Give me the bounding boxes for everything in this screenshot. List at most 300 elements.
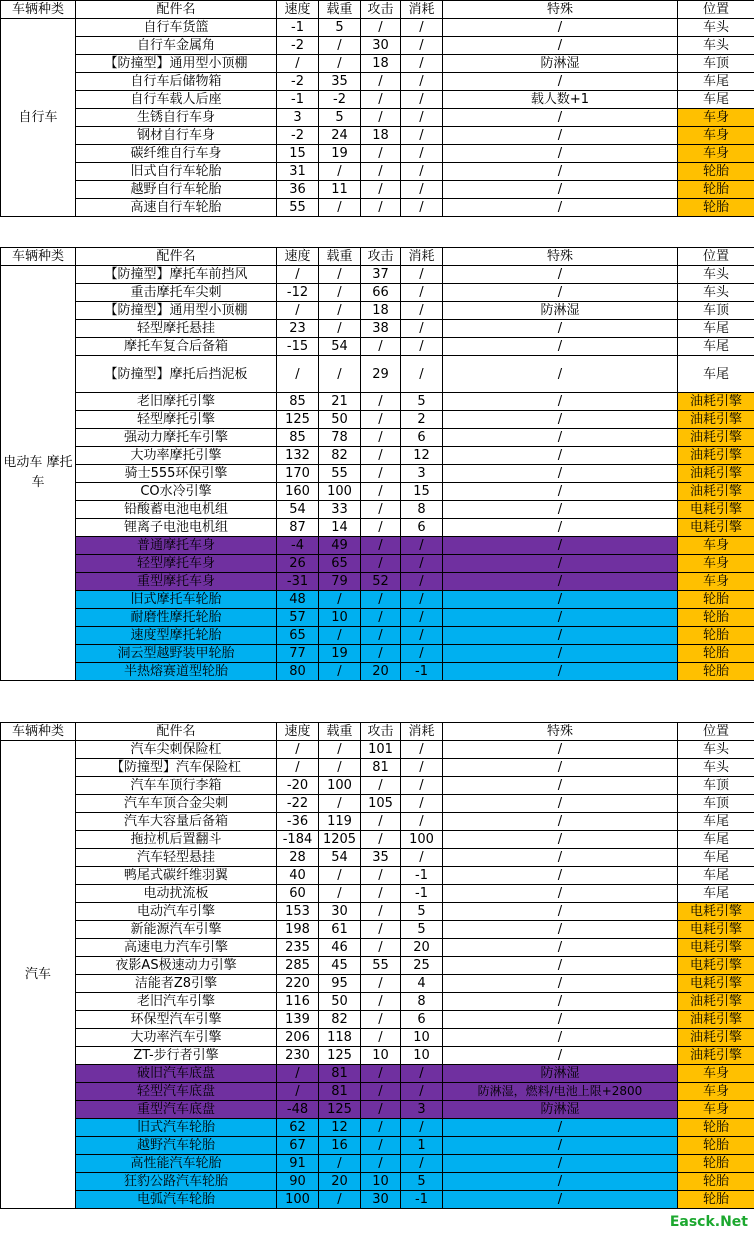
load-cell: / bbox=[319, 55, 361, 73]
load-cell: / bbox=[319, 356, 361, 393]
load-cell: 95 bbox=[319, 975, 361, 993]
cost-cell: / bbox=[401, 320, 443, 338]
table-row bbox=[1, 645, 754, 663]
cost-cell: / bbox=[401, 555, 443, 573]
position-cell: 车头 bbox=[678, 19, 754, 37]
position-cell: 车顶 bbox=[678, 302, 754, 320]
special-cell: / bbox=[443, 199, 678, 217]
speed-cell: 48 bbox=[277, 591, 319, 609]
load-cell: / bbox=[319, 867, 361, 885]
cost-cell: / bbox=[401, 181, 443, 199]
special-cell: / bbox=[443, 591, 678, 609]
position-cell: 油耗引擎 bbox=[678, 1029, 754, 1047]
part-name-cell: 老旧摩托引擎 bbox=[76, 393, 277, 411]
attack-cell: 101 bbox=[361, 741, 401, 759]
speed-cell: -2 bbox=[277, 37, 319, 55]
cost-cell: 1 bbox=[401, 1137, 443, 1155]
special-cell: / bbox=[443, 483, 678, 501]
attack-cell: 18 bbox=[361, 302, 401, 320]
table-row bbox=[1, 537, 754, 555]
cost-cell: -1 bbox=[401, 885, 443, 903]
table-row bbox=[1, 1137, 754, 1155]
table-row bbox=[1, 591, 754, 609]
table-row bbox=[1, 127, 754, 145]
table-row bbox=[1, 627, 754, 645]
part-name-cell: 重型摩托车身 bbox=[76, 573, 277, 591]
special-cell: / bbox=[443, 356, 678, 393]
special-cell: / bbox=[443, 777, 678, 795]
cost-cell: / bbox=[401, 91, 443, 109]
attack-cell: / bbox=[361, 1101, 401, 1119]
position-cell: 轮胎 bbox=[678, 199, 754, 217]
table-row bbox=[1, 109, 754, 127]
special-cell: 防淋湿 bbox=[443, 1101, 678, 1119]
speed-cell: 170 bbox=[277, 465, 319, 483]
part-name-cell: 普通摩托车身 bbox=[76, 537, 277, 555]
table-row bbox=[1, 145, 754, 163]
table-row bbox=[1, 302, 754, 320]
position-cell: 轮胎 bbox=[678, 627, 754, 645]
attack-cell: / bbox=[361, 1065, 401, 1083]
special-cell: / bbox=[443, 109, 678, 127]
speed-cell: 206 bbox=[277, 1029, 319, 1047]
special-cell: / bbox=[443, 645, 678, 663]
cost-cell: -1 bbox=[401, 1191, 443, 1209]
position-cell: 轮胎 bbox=[678, 181, 754, 199]
cost-cell: / bbox=[401, 1155, 443, 1173]
position-cell: 车尾 bbox=[678, 867, 754, 885]
table-row bbox=[1, 429, 754, 447]
speed-cell: 132 bbox=[277, 447, 319, 465]
cost-cell: / bbox=[401, 1065, 443, 1083]
special-cell: / bbox=[443, 1047, 678, 1065]
special-cell: / bbox=[443, 537, 678, 555]
speed-cell: -31 bbox=[277, 573, 319, 591]
attack-cell: / bbox=[361, 519, 401, 537]
cost-cell: 2 bbox=[401, 411, 443, 429]
attack-cell: 18 bbox=[361, 127, 401, 145]
load-cell: 45 bbox=[319, 957, 361, 975]
table-row bbox=[1, 609, 754, 627]
cost-cell: / bbox=[401, 759, 443, 777]
attack-cell: 81 bbox=[361, 759, 401, 777]
attack-cell: / bbox=[361, 939, 401, 957]
part-name-cell: 大功率摩托引擎 bbox=[76, 447, 277, 465]
part-name-cell: 铅酸蓄电池电机组 bbox=[76, 501, 277, 519]
special-cell: / bbox=[443, 831, 678, 849]
load-cell: 100 bbox=[319, 483, 361, 501]
table-row bbox=[1, 921, 754, 939]
speed-cell: -4 bbox=[277, 537, 319, 555]
table-row bbox=[1, 483, 754, 501]
position-cell: 车顶 bbox=[678, 55, 754, 73]
attack-cell: / bbox=[361, 591, 401, 609]
speed-cell: 26 bbox=[277, 555, 319, 573]
special-cell: / bbox=[443, 1011, 678, 1029]
speed-cell: 153 bbox=[277, 903, 319, 921]
cost-cell: 3 bbox=[401, 1101, 443, 1119]
special-cell: 防淋湿 bbox=[443, 302, 678, 320]
position-cell: 油耗引擎 bbox=[678, 1011, 754, 1029]
table-row bbox=[1, 573, 754, 591]
table-row bbox=[1, 1119, 754, 1137]
load-cell: -2 bbox=[319, 91, 361, 109]
special-cell: / bbox=[443, 181, 678, 199]
attack-cell: / bbox=[361, 813, 401, 831]
special-cell: / bbox=[443, 73, 678, 91]
part-name-cell: 老旧汽车引擎 bbox=[76, 993, 277, 1011]
special-cell: / bbox=[443, 555, 678, 573]
table-row bbox=[1, 741, 754, 759]
speed-cell: / bbox=[277, 55, 319, 73]
position-cell: 车尾 bbox=[678, 356, 754, 393]
special-cell: 防淋湿 bbox=[443, 55, 678, 73]
load-cell: / bbox=[319, 199, 361, 217]
table-row bbox=[1, 975, 754, 993]
part-name-cell: CO水冷引擎 bbox=[76, 483, 277, 501]
attack-cell: / bbox=[361, 199, 401, 217]
cost-cell: -1 bbox=[401, 663, 443, 681]
part-name-cell: 骑士555环保引擎 bbox=[76, 465, 277, 483]
position-cell: 轮胎 bbox=[678, 1191, 754, 1209]
position-cell: 车尾 bbox=[678, 831, 754, 849]
load-cell: 50 bbox=[319, 411, 361, 429]
part-name-cell: 环保型汽车引擎 bbox=[76, 1011, 277, 1029]
part-name-cell: 电动汽车引擎 bbox=[76, 903, 277, 921]
part-name-cell: 【防撞型】摩托后挡泥板 bbox=[76, 356, 277, 393]
position-cell: 油耗引擎 bbox=[678, 393, 754, 411]
load-cell: 100 bbox=[319, 777, 361, 795]
special-cell: / bbox=[443, 885, 678, 903]
part-name-cell: 半热熔赛道型轮胎 bbox=[76, 663, 277, 681]
speed-cell: 57 bbox=[277, 609, 319, 627]
table-body bbox=[1, 723, 754, 1209]
special-cell: / bbox=[443, 795, 678, 813]
position-cell: 轮胎 bbox=[678, 591, 754, 609]
part-name-cell: 钢材自行车身 bbox=[76, 127, 277, 145]
special-cell: / bbox=[443, 163, 678, 181]
load-cell: / bbox=[319, 302, 361, 320]
special-cell: / bbox=[443, 501, 678, 519]
speed-cell: -36 bbox=[277, 813, 319, 831]
table-row bbox=[1, 1029, 754, 1047]
speed-cell: 60 bbox=[277, 885, 319, 903]
cost-cell: / bbox=[401, 537, 443, 555]
speed-cell: 31 bbox=[277, 163, 319, 181]
cost-cell: / bbox=[401, 591, 443, 609]
part-name-cell: 自行车金属角 bbox=[76, 37, 277, 55]
special-cell: 防淋湿，燃料/电池上限+2800 bbox=[443, 1083, 678, 1101]
load-cell: 54 bbox=[319, 338, 361, 356]
load-cell: 118 bbox=[319, 1029, 361, 1047]
attack-cell: / bbox=[361, 411, 401, 429]
cost-cell: / bbox=[401, 795, 443, 813]
position-cell: 车身 bbox=[678, 1083, 754, 1101]
load-cell: / bbox=[319, 266, 361, 284]
cost-cell: / bbox=[401, 627, 443, 645]
special-cell: / bbox=[443, 266, 678, 284]
special-cell: / bbox=[443, 519, 678, 537]
speed-cell: / bbox=[277, 356, 319, 393]
load-cell: 55 bbox=[319, 465, 361, 483]
column-header: 特殊 bbox=[443, 723, 678, 741]
load-cell: / bbox=[319, 37, 361, 55]
special-cell: / bbox=[443, 447, 678, 465]
table-row bbox=[1, 411, 754, 429]
table-row bbox=[1, 447, 754, 465]
vehicle-type-cell: 自行车 bbox=[1, 19, 76, 217]
cost-cell: / bbox=[401, 645, 443, 663]
cost-cell: / bbox=[401, 302, 443, 320]
load-cell: 65 bbox=[319, 555, 361, 573]
load-cell: 14 bbox=[319, 519, 361, 537]
cost-cell: 3 bbox=[401, 465, 443, 483]
position-cell: 轮胎 bbox=[678, 1119, 754, 1137]
load-cell: 119 bbox=[319, 813, 361, 831]
special-cell: / bbox=[443, 1137, 678, 1155]
position-cell: 轮胎 bbox=[678, 1173, 754, 1191]
table-row bbox=[1, 356, 754, 393]
motorcycle-parts-table bbox=[0, 247, 754, 681]
car-parts-table bbox=[0, 722, 754, 1209]
attack-cell: 38 bbox=[361, 320, 401, 338]
attack-cell: / bbox=[361, 338, 401, 356]
part-name-cell: 电弧汽车轮胎 bbox=[76, 1191, 277, 1209]
column-header: 载重 bbox=[319, 1, 361, 19]
header-row bbox=[1, 723, 754, 741]
cost-cell: 10 bbox=[401, 1047, 443, 1065]
table-row bbox=[1, 37, 754, 55]
special-cell: / bbox=[443, 411, 678, 429]
position-cell: 轮胎 bbox=[678, 645, 754, 663]
load-cell: / bbox=[319, 320, 361, 338]
load-cell: 81 bbox=[319, 1083, 361, 1101]
attack-cell: / bbox=[361, 645, 401, 663]
position-cell: 车尾 bbox=[678, 91, 754, 109]
cost-cell: 20 bbox=[401, 939, 443, 957]
load-cell: 125 bbox=[319, 1101, 361, 1119]
load-cell: / bbox=[319, 627, 361, 645]
position-cell: 车头 bbox=[678, 759, 754, 777]
attack-cell: / bbox=[361, 537, 401, 555]
special-cell: / bbox=[443, 759, 678, 777]
table-row bbox=[1, 199, 754, 217]
part-name-cell: 汽车尖刺保险杠 bbox=[76, 741, 277, 759]
part-name-cell: 汽车轻型悬挂 bbox=[76, 849, 277, 867]
column-header: 载重 bbox=[319, 248, 361, 266]
part-name-cell: 【防撞型】通用型小顶棚 bbox=[76, 302, 277, 320]
part-name-cell: 轻型摩托车身 bbox=[76, 555, 277, 573]
table-row bbox=[1, 993, 754, 1011]
part-name-cell: 高性能汽车轮胎 bbox=[76, 1155, 277, 1173]
speed-cell: -184 bbox=[277, 831, 319, 849]
attack-cell: / bbox=[361, 1119, 401, 1137]
part-name-cell: 强动力摩托车引擎 bbox=[76, 429, 277, 447]
attack-cell: / bbox=[361, 1137, 401, 1155]
table-row bbox=[1, 91, 754, 109]
load-cell: / bbox=[319, 163, 361, 181]
table-row bbox=[1, 519, 754, 537]
speed-cell: 85 bbox=[277, 393, 319, 411]
part-name-cell: 洁能者Z8引擎 bbox=[76, 975, 277, 993]
attack-cell: / bbox=[361, 447, 401, 465]
speed-cell: / bbox=[277, 302, 319, 320]
table-row bbox=[1, 465, 754, 483]
position-cell: 油耗引擎 bbox=[678, 465, 754, 483]
attack-cell: / bbox=[361, 163, 401, 181]
speed-cell: 65 bbox=[277, 627, 319, 645]
special-cell: / bbox=[443, 903, 678, 921]
speed-cell: 116 bbox=[277, 993, 319, 1011]
position-cell: 车头 bbox=[678, 284, 754, 302]
part-name-cell: 自行车后储物箱 bbox=[76, 73, 277, 91]
cost-cell: 6 bbox=[401, 519, 443, 537]
speed-cell: 62 bbox=[277, 1119, 319, 1137]
part-name-cell: 汽车车顶合金尖刺 bbox=[76, 795, 277, 813]
cost-cell: 6 bbox=[401, 1011, 443, 1029]
speed-cell: 28 bbox=[277, 849, 319, 867]
special-cell: / bbox=[443, 393, 678, 411]
speed-cell: 77 bbox=[277, 645, 319, 663]
load-cell: / bbox=[319, 741, 361, 759]
special-cell: / bbox=[443, 849, 678, 867]
position-cell: 车顶 bbox=[678, 795, 754, 813]
position-cell: 车身 bbox=[678, 127, 754, 145]
part-name-cell: 轻型摩托引擎 bbox=[76, 411, 277, 429]
position-cell: 车尾 bbox=[678, 885, 754, 903]
part-name-cell: 重击摩托车尖刺 bbox=[76, 284, 277, 302]
table-row bbox=[1, 1065, 754, 1083]
attack-cell: 10 bbox=[361, 1047, 401, 1065]
cost-cell: / bbox=[401, 19, 443, 37]
column-header: 配件名 bbox=[76, 723, 277, 741]
part-name-cell: 重型汽车底盘 bbox=[76, 1101, 277, 1119]
load-cell: 79 bbox=[319, 573, 361, 591]
position-cell: 车身 bbox=[678, 555, 754, 573]
table-row bbox=[1, 1047, 754, 1065]
table-row bbox=[1, 19, 754, 37]
part-name-cell: 狂豹公路汽车轮胎 bbox=[76, 1173, 277, 1191]
table-row bbox=[1, 266, 754, 284]
cost-cell: / bbox=[401, 573, 443, 591]
part-name-cell: 碳纤维自行车身 bbox=[76, 145, 277, 163]
special-cell: / bbox=[443, 939, 678, 957]
speed-cell: / bbox=[277, 741, 319, 759]
special-cell: / bbox=[443, 741, 678, 759]
special-cell: / bbox=[443, 284, 678, 302]
column-header: 速度 bbox=[277, 723, 319, 741]
attack-cell: / bbox=[361, 777, 401, 795]
load-cell: 24 bbox=[319, 127, 361, 145]
attack-cell: 55 bbox=[361, 957, 401, 975]
vehicle-type-cell: 汽车 bbox=[1, 741, 76, 1209]
part-name-cell: 大功率汽车引擎 bbox=[76, 1029, 277, 1047]
special-cell: / bbox=[443, 975, 678, 993]
position-cell: 油耗引擎 bbox=[678, 429, 754, 447]
position-cell: 车尾 bbox=[678, 320, 754, 338]
position-cell: 电耗引擎 bbox=[678, 921, 754, 939]
special-cell: / bbox=[443, 320, 678, 338]
cost-cell: 15 bbox=[401, 483, 443, 501]
position-cell: 油耗引擎 bbox=[678, 993, 754, 1011]
table-row bbox=[1, 759, 754, 777]
cost-cell: 6 bbox=[401, 429, 443, 447]
header-row bbox=[1, 1, 754, 19]
part-name-cell: 【防撞型】通用型小顶棚 bbox=[76, 55, 277, 73]
part-name-cell: 夜影AS极速动力引擎 bbox=[76, 957, 277, 975]
load-cell: 81 bbox=[319, 1065, 361, 1083]
cost-cell: 25 bbox=[401, 957, 443, 975]
cost-cell: / bbox=[401, 609, 443, 627]
table-row bbox=[1, 795, 754, 813]
speed-cell: -2 bbox=[277, 73, 319, 91]
special-cell: / bbox=[443, 957, 678, 975]
special-cell: / bbox=[443, 127, 678, 145]
part-name-cell: 轻型摩托悬挂 bbox=[76, 320, 277, 338]
speed-cell: -20 bbox=[277, 777, 319, 795]
position-cell: 车顶 bbox=[678, 777, 754, 795]
table-row bbox=[1, 777, 754, 795]
speed-cell: 23 bbox=[277, 320, 319, 338]
speed-cell: -15 bbox=[277, 338, 319, 356]
speed-cell: 36 bbox=[277, 181, 319, 199]
position-cell: 电耗引擎 bbox=[678, 903, 754, 921]
part-name-cell: 越野自行车轮胎 bbox=[76, 181, 277, 199]
table-row bbox=[1, 1191, 754, 1209]
column-header: 攻击 bbox=[361, 1, 401, 19]
load-cell: / bbox=[319, 663, 361, 681]
attack-cell: / bbox=[361, 145, 401, 163]
special-cell: / bbox=[443, 627, 678, 645]
attack-cell: 66 bbox=[361, 284, 401, 302]
load-cell: 19 bbox=[319, 645, 361, 663]
load-cell: / bbox=[319, 284, 361, 302]
speed-cell: 15 bbox=[277, 145, 319, 163]
attack-cell: / bbox=[361, 975, 401, 993]
position-cell: 油耗引擎 bbox=[678, 447, 754, 465]
speed-cell: / bbox=[277, 1083, 319, 1101]
position-cell: 车身 bbox=[678, 537, 754, 555]
cost-cell: / bbox=[401, 1083, 443, 1101]
column-header: 配件名 bbox=[76, 248, 277, 266]
attack-cell: 30 bbox=[361, 1191, 401, 1209]
position-cell: 车尾 bbox=[678, 73, 754, 91]
cost-cell: / bbox=[401, 127, 443, 145]
special-cell: / bbox=[443, 993, 678, 1011]
special-cell: / bbox=[443, 19, 678, 37]
cost-cell: / bbox=[401, 163, 443, 181]
column-header: 位置 bbox=[678, 1, 754, 19]
special-cell: / bbox=[443, 609, 678, 627]
position-cell: 电耗引擎 bbox=[678, 519, 754, 537]
cost-cell: / bbox=[401, 37, 443, 55]
part-name-cell: 高速电力汽车引擎 bbox=[76, 939, 277, 957]
position-cell: 车尾 bbox=[678, 849, 754, 867]
position-cell: 车尾 bbox=[678, 813, 754, 831]
load-cell: 5 bbox=[319, 19, 361, 37]
position-cell: 油耗引擎 bbox=[678, 1047, 754, 1065]
position-cell: 轮胎 bbox=[678, 663, 754, 681]
special-cell: / bbox=[443, 145, 678, 163]
column-header: 攻击 bbox=[361, 723, 401, 741]
special-cell: / bbox=[443, 867, 678, 885]
position-cell: 油耗引擎 bbox=[678, 411, 754, 429]
bicycle-parts-table bbox=[0, 0, 754, 217]
column-header: 消耗 bbox=[401, 248, 443, 266]
attack-cell: / bbox=[361, 1083, 401, 1101]
attack-cell: 37 bbox=[361, 266, 401, 284]
table-row bbox=[1, 939, 754, 957]
